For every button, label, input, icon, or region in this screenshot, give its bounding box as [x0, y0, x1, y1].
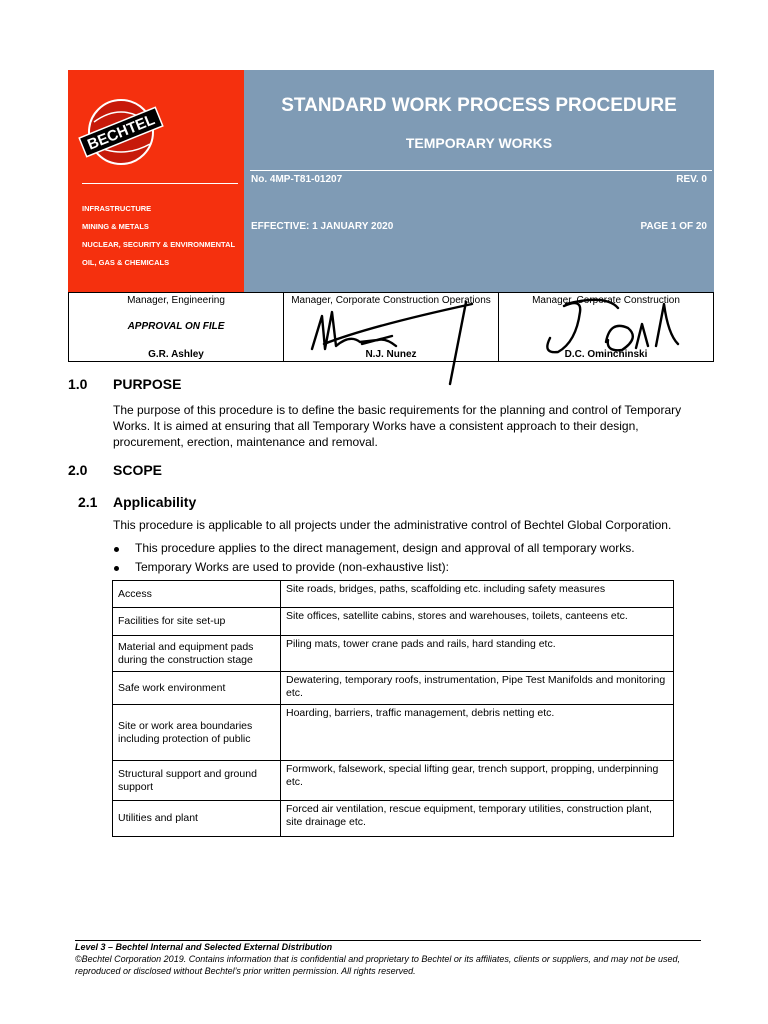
- table-row: [113, 581, 674, 608]
- table-row: [113, 761, 674, 801]
- purpose-text: The purpose of this procedure is to define the basic requirements for the planning and control of Temporary Works. It is aimed at ensuring that all Temporary Works have a consistent approach to their design, procurement, erection, maintenance and removal.: [113, 403, 682, 449]
- table-row: [113, 672, 674, 705]
- table-row: [113, 801, 674, 837]
- division-item: OIL, GAS & CHEMICALS: [82, 258, 170, 267]
- header-brand-panel: [68, 70, 244, 292]
- approver-role: Manager, Corporate Construction Operations: [291, 295, 491, 306]
- applicability-text: This procedure is applicable to all projects under the administrative control of Bechtel Global Corporation.: [113, 518, 672, 532]
- table-cell-examples: Forced air ventilation, rescue equipment, temporary utilities, construction plant, site drainage etc.: [281, 801, 674, 837]
- table-cell-examples: Dewatering, temporary roofs, instrumentation, Pipe Test Manifolds and monitoring etc.: [281, 672, 674, 705]
- document-number: No. 4MP-T81-01207: [251, 174, 343, 185]
- table-cell-item: Utilities and plant: [113, 801, 281, 837]
- table-cell-item: Structural support and ground support: [113, 761, 281, 801]
- approval-status: APPROVAL ON FILE: [127, 321, 225, 332]
- table-cell-item: Access: [113, 581, 281, 608]
- table-cell-item: Site or work area boundaries including protection of public: [113, 705, 281, 761]
- division-item: MINING & METALS: [82, 222, 149, 231]
- page-footer: [75, 940, 701, 977]
- signature-nunez: [300, 294, 480, 389]
- table-row: [113, 636, 674, 672]
- approver-engineering: [69, 293, 284, 361]
- table-row: [113, 705, 674, 761]
- table-cell-examples: Formwork, falsework, special lifting gear, trench support, propping, underpinning etc.: [281, 761, 674, 801]
- effective-date: EFFECTIVE: 1 JANUARY 2020: [251, 221, 394, 232]
- table-cell-item: Safe work environment: [113, 672, 281, 705]
- distribution-level: Level 3 – Bechtel Internal and Selected External Distribution: [75, 942, 333, 952]
- table-cell-examples: Site offices, satellite cabins, stores and warehouses, toilets, canteens etc.: [281, 608, 674, 636]
- approver-name: G.R. Ashley: [148, 349, 204, 360]
- copyright-notice: ©Bechtel Corporation 2019. Contains information that is confidential and proprietary to Bechtel or its affiliates, clients or suppliers, and may not be used, reproduced or disclosed without Bechtel’s prior written permission. All rights reserved.: [75, 954, 680, 976]
- approver-role: Manager, Engineering: [127, 295, 225, 306]
- temporary-works-table: [112, 580, 674, 837]
- division-list: [82, 200, 235, 272]
- brand-divider: [82, 183, 238, 184]
- document-subtitle: TEMPORARY WORKS: [405, 135, 553, 151]
- table-cell-item: Facilities for site set-up: [113, 608, 281, 636]
- revision: REV. 0: [676, 174, 707, 185]
- table-cell-examples: Site roads, bridges, paths, scaffolding etc. including safety measures: [281, 581, 674, 608]
- approver-role: Manager, Corporate Construction: [532, 295, 680, 306]
- approver-name: N.J. Nunez: [365, 349, 417, 360]
- section-number: 2.0: [68, 462, 88, 478]
- section-number: 1.0: [68, 376, 88, 392]
- page-number: PAGE 1 OF 20: [640, 221, 707, 232]
- bullet-item: This procedure applies to the direct management, design and approval of all temporary works.: [135, 541, 635, 555]
- division-item: INFRASTRUCTURE: [82, 204, 152, 213]
- section-title-scope: SCOPE: [113, 462, 163, 478]
- bechtel-logo: [76, 92, 166, 172]
- approver-name: D.C. Ominchinski: [564, 349, 648, 360]
- subsection-number: 2.1: [78, 494, 98, 510]
- table-cell-item: Material and equipment pads during the construction stage: [113, 636, 281, 672]
- signature-ominchinski: [536, 294, 686, 364]
- subsection-title-applicability: Applicability: [113, 494, 197, 510]
- bullet-icon: [114, 547, 119, 552]
- table-cell-examples: Piling mats, tower crane pads and rails, hard standing etc.: [281, 636, 674, 672]
- division-item: NUCLEAR, SECURITY & ENVIRONMENTAL: [82, 240, 236, 249]
- header-divider: [250, 170, 712, 171]
- table-cell-examples: Hoarding, barriers, traffic management, debris netting etc.: [281, 705, 674, 761]
- bullet-icon: [114, 566, 119, 571]
- table-row: [113, 608, 674, 636]
- logo-text: BECHTEL: [85, 111, 158, 154]
- header-title-panel: [244, 70, 714, 292]
- section-title-purpose: PURPOSE: [113, 376, 182, 392]
- document-title: STANDARD WORK PROCESS PROCEDURE: [281, 95, 677, 116]
- bullet-item: Temporary Works are used to provide (non-exhaustive list):: [135, 560, 449, 574]
